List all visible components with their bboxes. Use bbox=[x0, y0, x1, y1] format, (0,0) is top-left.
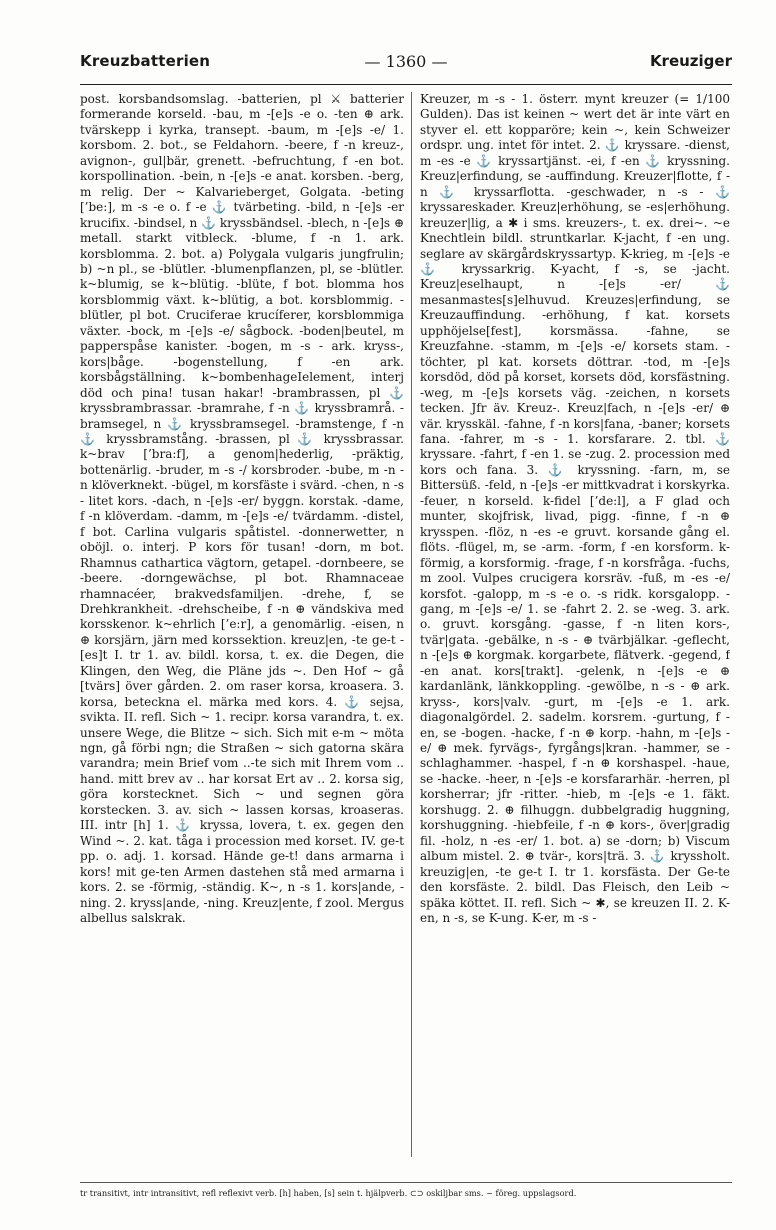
header-last-entry: Kreuziger bbox=[649, 52, 732, 70]
header-first-entry: Kreuzbatterien bbox=[80, 52, 211, 70]
header-rule bbox=[80, 84, 732, 85]
abbreviation-footer: tr transitivt, intr intransitivt, refl reflexivt verb. [h] haben, [s] sein t. hjälpverb. ⊂⊃ oskiljbar sms. ~ föreg. uppslagsord. bbox=[80, 1188, 577, 1198]
running-header bbox=[80, 50, 732, 80]
right-column bbox=[420, 92, 730, 1182]
footer-rule bbox=[80, 1182, 732, 1183]
page-number: — 1360 — bbox=[364, 52, 448, 71]
left-column-text: post. korsbandsomslag. -batterien, pl ⚔ batterier formerande korseld. -bau, m -[e]s -e o. -ten ⊕ ark. tvärskepp i kyrka, transept. -baum, m -[e]s -e/ 1. korsbom. 2. bot., se Feldahorn. -beere, f -n kreuz-, avignon-, gul|bär, grenett. -befruchtung, f -en bot. korspollination. -bein, n -[e]s -e anat. korsben. -berg, m relig. Der ~ Kalvarieberget, Golgata. -beting [’be:], m -s -e o. f -e ⚓ tvärbeting. -bild, n -[e]s -er krucifix. -bindsel, n ⚓ kryssbändsel. -blech, n -[e]s ⊕ metall. starkt vitbleck. -blume, f -n 1. ark. korsblomma. 2. bot. a) Polygala vulgaris jungfrulin; b) ~n pl., se -blütler. -blumenpflanzen, pl, se -blütler. k~blumig, se k~blütig. -blüte, f bot. blomma hos korsblommig växt. k~blütig, a bot. korsblommig. -blütler, pl bot. Cruciferae krucíferer, korsblommiga växter. -bock, m -[e]s -e/ sågbock. -boden|beutel, m papperspåse kanister. -bogen, m -s - ark. kryss-, kors|båge. -bogenstellung, f -en ark. korsbågställning. k~bombenhageIelement, interj död och pina! tusan hakar! -brambrassen, pl ⚓ kryssbrambrassar. -bramrahe, f -n ⚓ kryssbramrå. -bramsegel, n ⚓ kryssbramsegel. -bramstenge, f -n ⚓ kryssbramstång. -brassen, pl ⚓ kryssbrassar. k~brav [’bra:f], a genom|hederlig, -präktig, bottenärlig. -bruder, m -s -/ korsbroder. -bube, m -n -n klöverknekt. -bügel, m korsfäste i svärd. -chen, n -s - litet kors. -dach, n -[e]s -er/ byggn. korstak. -dame, f -n klöverdam. -damm, m -[e]s -e/ tvärdamm. -distel, f bot. Carlina vulgaris spåtistel. -donnerwetter, n oböjl. o. interj. P kors för tusan! -dorn, m bot. Rhamnus cathartica vägtorn, getapel. -dornbeere, se -beere. -dorngewächse, pl bot. Rhamnaceae rhamnacéer, brakvedsfamiljen. -drehe, f, se Drehkrankheit. -drehscheibe, f -n ⊕ vändskiva med korsskenor. k~ehrlich [’e:r], a genomärlig. -eisen, n ⊕ korsjärn, järn med korssektion. kreuz|en, -te ge-t -[es]t I. tr 1. av. bildl. korsa, t. ex. die Degen, die Klingen, den Weg, die Pläne jds ~. Den Hof ~ gå [tvärs] över gården. 2. om raser korsa, kroasera. 3. korsa, beteckna el. märka med kors. 4. ⚓ sejsa, svikta. II. refl. Sich ~ 1. recipr. korsa varandra, t. ex. unsere Wege, die Blitze ~ sich. Sich mit e-m ~ möta ngn, gå förbi ngn; die Straßen ~ sich gatorna skära varandra; mein Brief vom ..-te sich mit Ihrem vom .. hand. mitt brev av .. har korsat Ert av .. 2. korsa sig, göra korstecknet. Sich ~ und segnen göra korstecken. 3. av. sich ~ lassen korsas, kroaseras. III. intr [h] 1. ⚓ kryssa, lovera, t. ex. gegen den Wind ~. 2. kat. tåga i procession med korset. IV. ge-t pp. o. adj. 1. korsad. Hände ge-t! dans armarna i kors! mit ge-ten Armen dastehen stå med armarna i kors. 2. se -förmig, -ständig. K~, n -s 1. kors|ande, -ning. 2. kryss|ande, -ning. Kreuz|ente, f zool. Mergus albellus salskrak. bbox=[80, 92, 404, 926]
left-column bbox=[80, 92, 404, 1182]
column-divider bbox=[411, 92, 412, 1157]
right-column-text: Kreuzer, m -s - 1. österr. mynt kreuzer (= 1/100 Gulden). Das ist keinen ~ wert det är inte värt en styver el. ett kopparöre; kein ~, kein Schweizer ordspr. ung. intet för intet. 2. ⚓ kryssare. -dienst, m -es -e ⚓ kryssartjänst. -ei, f -en ⚓ kryssning. Kreuz|erfindung, se -auffindung. Kreuzer|flotte, f -n ⚓ kryssarflotta. -geschwader, n -s - ⚓ kryssareskader. Kreuz|erhöhung, se -es|erhöhung. kreuzer|lig, a ✱ i sms. kreuzers-, t. ex. drei~. ~e Knechtlein bildl. struntkarlar. K-jacht, f -en ung. seglare av skärgårdskryssartyp. K-krieg, m -[e]s -e ⚓ kryssarkrig. K-yacht, f -s, se -jacht. Kreuz|eselhaupt, n -[e]s -er/ ⚓ mesanmastes[s]elhuvud. Kreuzes|erfindung, se Kreuzauffindung. -erhöhung, f kat. korsets upphöjelse[fest], korsmässa. -fahne, se Kreuzfahne. -stamm, m -[e]s -e/ korsets stam. -töchter, pl kat. korsets döttrar. -tod, m -[e]s korsdöd, död på korset, korsets död, korsfästning. -weg, m -[e]s korsets väg. -zeichen, n korsets tecken. Jfr äv. Kreuz-. Kreuz|fach, n -[e]s -er/ ⊕ vär. krysskäl. -fahne, f -n kors|fana, -baner; korsets fana. -fahrer, m -s - 1. korsfarare. 2. tbl. ⚓ kryssare. -fahrt, f -en 1. se -zug. 2. procession med kors och fana. 3. ⚓ kryssning. -farn, m, se Bittersüß. -feld, n -[e]s -er mittkvadrat i korskyrka. -feuer, n korseld. k-fidel [’de:l], a F glad och munter, skojfrisk, livad, pigg. -finne, f -n ⊕ krysspen. -flöz, n -es -e gruvt. korsande gång el. flöts. -flügel, m, se -arm. -form, f -en korsform. k-förmig, a korsformig. -frage, f -n korsfråga. -fuchs, m zool. Vulpes crucigera korsräv. -fuß, m -es -e/ korsfot. -galopp, m -s -e o. -s ridk. korsgalopp. -gang, m -[e]s -e/ 1. se -fahrt 2. 2. se -weg. 3. ark. o. gruvt. korsgång. -gasse, f -n liten kors-, tvär|gata. -gebälke, n -s - ⊕ tvärbjälkar. -geflecht, n -[e]s ⊕ korgmak. korgarbete, flätverk. -gegend, f -en anat. kors[trakt]. -gelenk, n -[e]s -e ⊕ kardanlänk, länkkoppling. -gewölbe, n -s - ⊕ ark. kryss-, kors|valv. -gurt, m -[e]s -e 1. ark. diagonalgördel. 2. sadelm. korsrem. -gurtung, f -en, se -bogen. -hacke, f -n ⊕ korp. -hahn, m -[e]s -e/ ⊕ mek. fyrvägs-, fyrgångs|kran. -hammer, se -schlaghammer. -haspel, f -n ⊕ korshaspel. -haue, se -hacke. -heer, n -[e]s -e korsfararhär. -herren, pl korsherrar; jfr -ritter. -hieb, m -[e]s -e 1. fäkt. korshugg. 2. ⊕ filhuggn. dubbelgradig huggning, korshuggning. -hiebfeile, f -n ⊕ kors-, över|gradig fil. -holz, n -es -er/ 1. bot. a) se -dorn; b) Viscum album mistel. 2. ⊕ tvär-, kors|trä. 3. ⚓ kryssholt. kreuzig|en, -te ge-t I. tr 1. korsfästa. Der Ge-te den korsfäste. 2. bildl. Das Fleisch, den Leib ~ späka köttet. II. refl. Sich ~ ✱, se kreuzen II. 2. K-en, n -s, se K-ung. K-er, m -s - bbox=[420, 92, 730, 926]
